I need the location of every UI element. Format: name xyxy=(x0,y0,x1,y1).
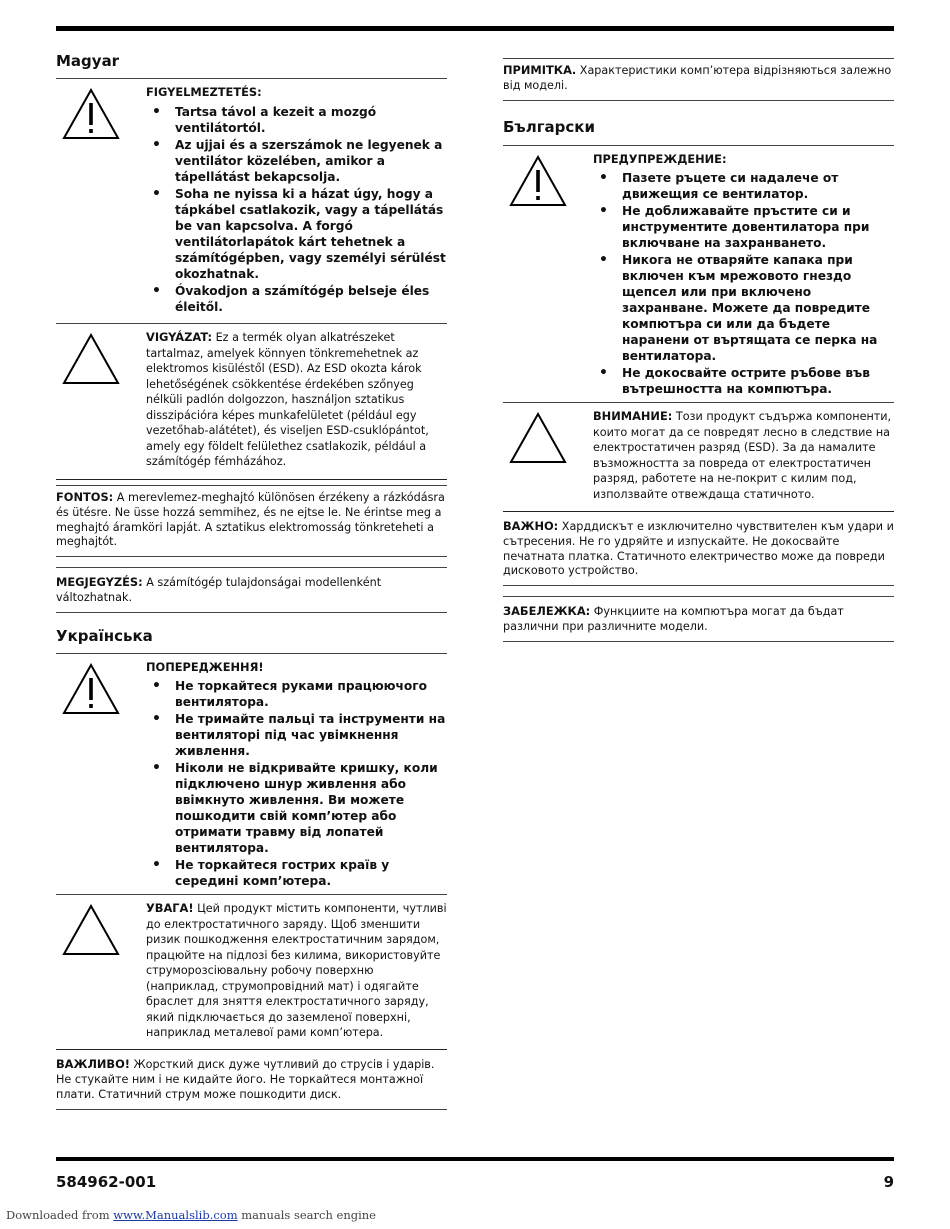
note-notice-bulgarian xyxy=(503,597,894,641)
bottom-rule xyxy=(56,1157,894,1161)
list-item: • Никога не отваряйте капака при включен към мрежовото гнездо щепсел или при включено захранване. Можете да повредите компютъра си или да бъдете наранени от въртящата се перка на вентилатора. xyxy=(593,252,894,364)
right-column xyxy=(503,58,894,642)
caution-notice-bulgarian xyxy=(503,403,894,509)
document-number: 584962-001 xyxy=(56,1173,157,1191)
note-text: Функциите на компютъра могат да бъдат различни при различните модели. xyxy=(503,605,844,634)
important-notice-magyar xyxy=(56,486,447,556)
warning-triangle-icon xyxy=(62,663,120,715)
warning-list xyxy=(146,678,447,889)
caution-title: ВНИМАНИЕ: xyxy=(593,409,673,424)
caution-box xyxy=(56,330,146,476)
important-text: Жорсткий диск дуже чутливий до струсів і ударів. Не стукайте ним і не кидайте його. Не торкайтеся монтажної плати. Статичний струм може пошкодити диск. xyxy=(56,1058,435,1101)
warning-notice-magyar xyxy=(56,79,447,317)
caution-title: VIGYÁZAT: xyxy=(146,330,213,344)
manualslib-link[interactable]: www.Manualslib.com xyxy=(113,1208,238,1222)
warning-box xyxy=(56,660,146,891)
list-item: • Ніколи не відкривайте кришку, коли підключено шнур живлення або ввімкнуто живлення. Ви можете пошкодити свій комп’ютер або отримати травму від лопатей вентилятора. xyxy=(146,760,447,856)
divider xyxy=(503,641,894,642)
warning-list xyxy=(593,170,894,397)
list-item: • Не доближавайте пръстите си и инструментите довентилатора при включване на захранването. xyxy=(593,203,894,251)
left-column xyxy=(56,44,447,1110)
warning-title: ПРЕДУПРЕЖДЕНИЕ: xyxy=(593,151,727,166)
download-credit xyxy=(6,1208,376,1222)
divider xyxy=(56,479,447,480)
download-prefix: Downloaded from xyxy=(6,1208,114,1222)
page-number: 9 xyxy=(883,1173,894,1191)
list-item: • Óvakodjon a számítógép belseje éles éleitől. xyxy=(146,283,447,315)
list-item: • Soha ne nyissa ki a házat úgy, hogy a tápkábel csatlakozik, vagy a tápellátás be van kapcsolva. A forgó ventilátorlapátok kárt tehetnek a számítógépben, vagy személyi sérülést okozhatnak. xyxy=(146,186,447,282)
list-item: • Az ujjai és a szerszámok ne legyenek a ventilátor közelében, amikor a tápellátást bekapcsolja. xyxy=(146,137,447,185)
caution-notice-ukrainian xyxy=(56,895,447,1047)
note-text: A számítógép tulajdonságai modellenként változhatnak. xyxy=(56,576,382,604)
divider xyxy=(56,556,447,557)
warning-notice-bulgarian xyxy=(503,146,894,399)
caution-notice-magyar xyxy=(56,324,447,476)
list-item: • Пазете ръцете си надалече от движещия се вентилатор. xyxy=(593,170,894,202)
caution-title: УВАГА! xyxy=(146,901,194,916)
important-title: FONTOS: xyxy=(56,490,114,504)
warning-triangle-icon xyxy=(509,155,567,207)
warning-notice-ukrainian xyxy=(56,654,447,891)
important-title: ВАЖЛИВО! xyxy=(56,1057,130,1072)
caution-text: Цей продукт містить компоненти, чутливі до електростатичного заряду. Щоб зменшити ризик пошкодження електростатичним зарядом, працюйте на підлозі без килима, використовуйте струморозсіювальну робочу поверхню (наприклад, струмопровідний мат) і одягайте браслет для зняття електростатичного заряду, який підключається до заземленої поверхні, наприклад металевої рами комп’ютера. xyxy=(146,902,447,1040)
warning-body xyxy=(593,152,894,399)
section-heading-bulgarian: Български xyxy=(503,117,595,136)
caution-body xyxy=(593,409,894,509)
warning-body xyxy=(146,85,447,317)
important-text: Харддискът е изключително чувствителен към удари и сътресения. Не го удряйте и изпускайте. Не докосвайте печатната платка. Статичното електричество може да повреди дисковото устройство. xyxy=(503,520,894,578)
caution-text: Този продукт съдържа компоненти, които могат да се повредят лесно в следствие на електростатичен разряд (ESD). За да намалите възможността за повреда от електростатичен разряд, работете на не-покрит с килим под, използвайте отвеждаща статичното. xyxy=(593,410,892,501)
note-title: ПРИМІТКА. xyxy=(503,63,577,77)
section-heading-magyar: Magyar xyxy=(56,52,120,70)
divider xyxy=(503,585,894,586)
caution-triangle-icon xyxy=(509,412,567,464)
warning-box xyxy=(56,85,146,317)
important-text: A merevlemez-meghajtó különösen érzékeny a rázkódásra és ütésre. Ne üsse hozzá semmihez, és ne ejtse le. Ne érintse meg a meghajtó áramköri lapját. A sztatikus elektromosság tönkreteheti a meghajtót. xyxy=(56,491,445,549)
note-text: Характеристики комп’ютера відрізняються залежно від моделі. xyxy=(503,64,892,92)
warning-title: ПОПЕРЕДЖЕННЯ! xyxy=(146,659,264,674)
caution-text: Ez a termék olyan alkatrészeket tartalmaz, amelyek könnyen tönkremehetnek az elektromos kisüléstől (ESD). Az ESD okozta károk lehetőségének csökkentése érdekében szőnyeg nélküli padlón dolgozzon, használjon sztatikus disszipációra képes munkafelületet (például egy vezetőhab-alátétet), és viseljen ESD-csuklópántot, amely egy földelt felülethez csatlakozik, például a számítógép fémházához. xyxy=(146,331,429,468)
divider xyxy=(503,100,894,101)
warning-box xyxy=(503,152,593,399)
caution-box xyxy=(56,901,146,1047)
note-notice-ukrainian-continued xyxy=(503,59,894,100)
important-notice-bulgarian xyxy=(503,512,894,585)
warning-list xyxy=(146,104,447,315)
top-rule xyxy=(56,26,894,31)
caution-triangle-icon xyxy=(62,333,120,385)
caution-triangle-icon xyxy=(62,904,120,956)
note-title: MEGJEGYZÉS: xyxy=(56,575,143,590)
important-notice-ukrainian xyxy=(56,1050,447,1108)
caution-box xyxy=(503,409,593,509)
important-title: ВАЖНО: xyxy=(503,519,559,534)
note-notice-magyar xyxy=(56,568,447,612)
section-heading-ukrainian: Українська xyxy=(56,626,153,645)
warning-triangle-icon xyxy=(62,88,120,140)
list-item: • Tartsa távol a kezeit a mozgó ventilátortól. xyxy=(146,104,447,136)
warning-body xyxy=(146,660,447,891)
download-suffix: manuals search engine xyxy=(237,1208,376,1222)
warning-title: FIGYELMEZTETÉS: xyxy=(146,85,262,99)
list-item: • Не тримайте пальці та інструменти на вентиляторі під час увімкнення живлення. xyxy=(146,711,447,759)
divider xyxy=(56,1109,447,1110)
caution-body xyxy=(146,330,447,476)
list-item: • Не торкайтеся руками працюючого вентилятора. xyxy=(146,678,447,710)
caution-body xyxy=(146,901,447,1047)
list-item: • Не торкайтеся гострих країв у середині комп’ютера. xyxy=(146,857,447,889)
list-item: • Не докосвайте острите ръбове във вътрешността на компютъра. xyxy=(593,365,894,397)
note-title: ЗАБЕЛЕЖКА: xyxy=(503,604,591,619)
divider xyxy=(56,612,447,613)
